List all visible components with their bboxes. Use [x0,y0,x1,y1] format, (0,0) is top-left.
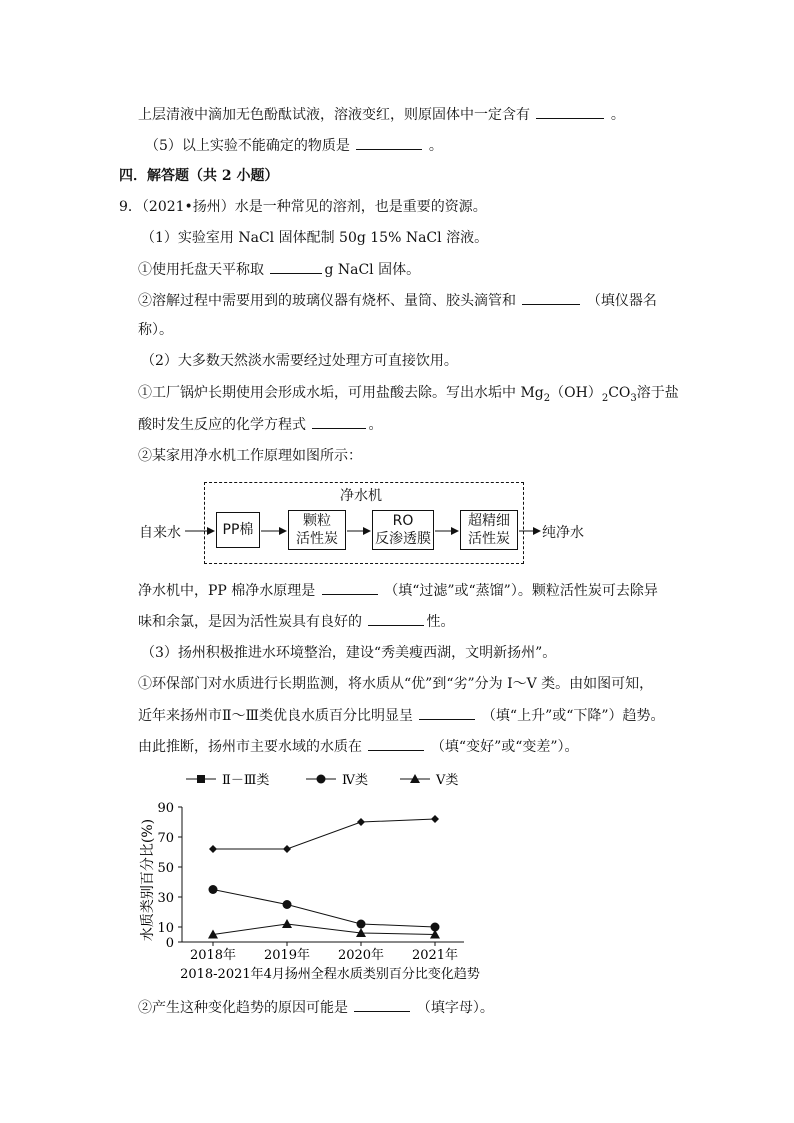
question-text: （填字母）。 [416,1000,494,1016]
question-text: 净水机中，PP 棉净水原理是 [138,583,316,599]
question-text: 溶于盐 [636,385,679,401]
output-label: 纯净水 [542,525,584,541]
legend-marker [197,775,205,783]
text-line [138,705,665,726]
text-line [138,997,494,1018]
y-axis-label: 水质类别百分比(%) [140,818,156,942]
section-heading: 四．解答题（共 2 小题） [119,168,279,184]
question-title: 9．（2021•扬州）水是一种常见的溶剂，也是重要的资源。 [119,199,487,215]
y-tick-label: 0 [165,936,174,951]
answer-blank[interactable] [368,611,424,626]
text-line: ②某家用净水机工作原理如图所示： [138,448,362,464]
question-text: ①工厂锅炉长期使用会形成水垢，可用盐酸去除。写出水垢中 Mg [138,385,544,401]
subquestion-2: （2）大多数天然淡水需要经过处理方可直接饮用。 [141,353,458,369]
subscript: 2 [601,392,609,404]
question-text: 酸时发生反应的化学方程式 [138,417,306,433]
x-tick-label: 2020年 [337,948,385,963]
question-text: 。 [610,107,625,123]
data-point [431,815,439,823]
chart-legend [186,772,458,788]
x-tick-label: 2021年 [411,948,459,963]
chart-title: 2018-2021年4月扬州全程水质类别百分比变化趋势 [180,967,480,982]
text-line [138,611,454,632]
question-text: 由此推断，扬州市主要水域的水质在 [138,739,362,755]
question-text: 上层清液中滴加无色酚酞试液，溶液变红，则原固体中一定含有 [138,107,530,123]
legend-marker [317,775,326,784]
text-line: 称）。 [138,322,173,338]
data-point [283,900,292,909]
question-text: 近年来扬州市Ⅱ～Ⅲ类优良水质百分比明显呈 [138,708,414,724]
y-tick-label: 50 [157,861,174,876]
question-text: 。 [368,417,383,433]
question-text: CO [608,385,631,401]
stage-label: 颗粒 [303,513,331,529]
data-point [209,845,217,853]
data-point [283,845,291,853]
x-tick-label: 2018年 [189,948,237,963]
diagram-title: 净水机 [340,488,382,504]
subquestion-1: （1）实验室用 NaCl 固体配制 50g 15% NaCl 溶液。 [141,230,489,246]
y-tick-label: 90 [157,801,174,816]
answer-blank[interactable] [419,705,475,720]
data-point [282,919,292,928]
stage-label: RO [392,513,414,529]
text-line [138,580,658,601]
stage-label: 反渗透膜 [375,531,431,547]
subscript: 2 [543,392,551,404]
stage-label: 活性炭 [296,531,338,547]
question-text: （填仪器名 [586,293,657,309]
input-label: 自来水 [139,525,181,541]
question-text: （OH） [550,385,602,401]
question-text: ②溶解过程中需要用到的玻璃仪器有烧杯、量筒、胶头滴管和 [138,293,516,309]
stage-label: 活性炭 [468,531,510,547]
water-quality-chart [130,762,510,992]
subscript: 3 [630,392,637,404]
question-text: （5）以上实验不能确定的物质是 [145,138,350,154]
text-line: ①环保部门对水质进行长期监测，将水质从“优”到“劣”分为 I～V 类。由如图可知， [138,676,654,692]
question-text: ②产生这种变化趋势的原因可能是 [138,1000,348,1016]
question-text: （填“过滤”或“蒸馏”）。颗粒活性炭可去除异 [384,583,658,599]
question-text: （填“上升”或“下降”）趋势。 [481,708,665,724]
stage-label: 超精细 [468,513,510,529]
x-tick-label: 2019年 [263,948,311,963]
answer-blank[interactable] [368,736,424,751]
legend-label: Ⅴ类 [436,773,459,788]
data-point [209,885,218,894]
answer-blank[interactable] [322,580,378,595]
answer-blank[interactable] [354,997,410,1012]
subquestion-3: （3）扬州积极推进水环境整治，建设“秀美瘦西湖，文明新扬州”。 [141,645,557,661]
y-tick-label: 10 [157,921,174,936]
series-line [213,890,435,928]
question-text: 味和余氯，是因为活性炭具有良好的 [138,614,362,630]
text-line [138,736,579,757]
y-tick-label: 70 [157,831,174,846]
question-text: ①使用托盘天平称取 [138,262,264,278]
stage-label: PP棉 [222,522,254,538]
series-line [213,819,435,849]
question-text: （填“变好”或“变差”）。 [430,739,579,755]
data-point [357,818,365,826]
plot-area [157,801,464,963]
question-text: 性。 [426,614,455,630]
y-tick-label: 30 [157,891,174,906]
legend-label: Ⅳ类 [342,773,368,788]
data-point [357,920,366,929]
legend-label: Ⅱ－Ⅲ类 [222,773,270,788]
question-text: g NaCl 固体。 [324,262,421,278]
question-text: 。 [428,138,443,154]
